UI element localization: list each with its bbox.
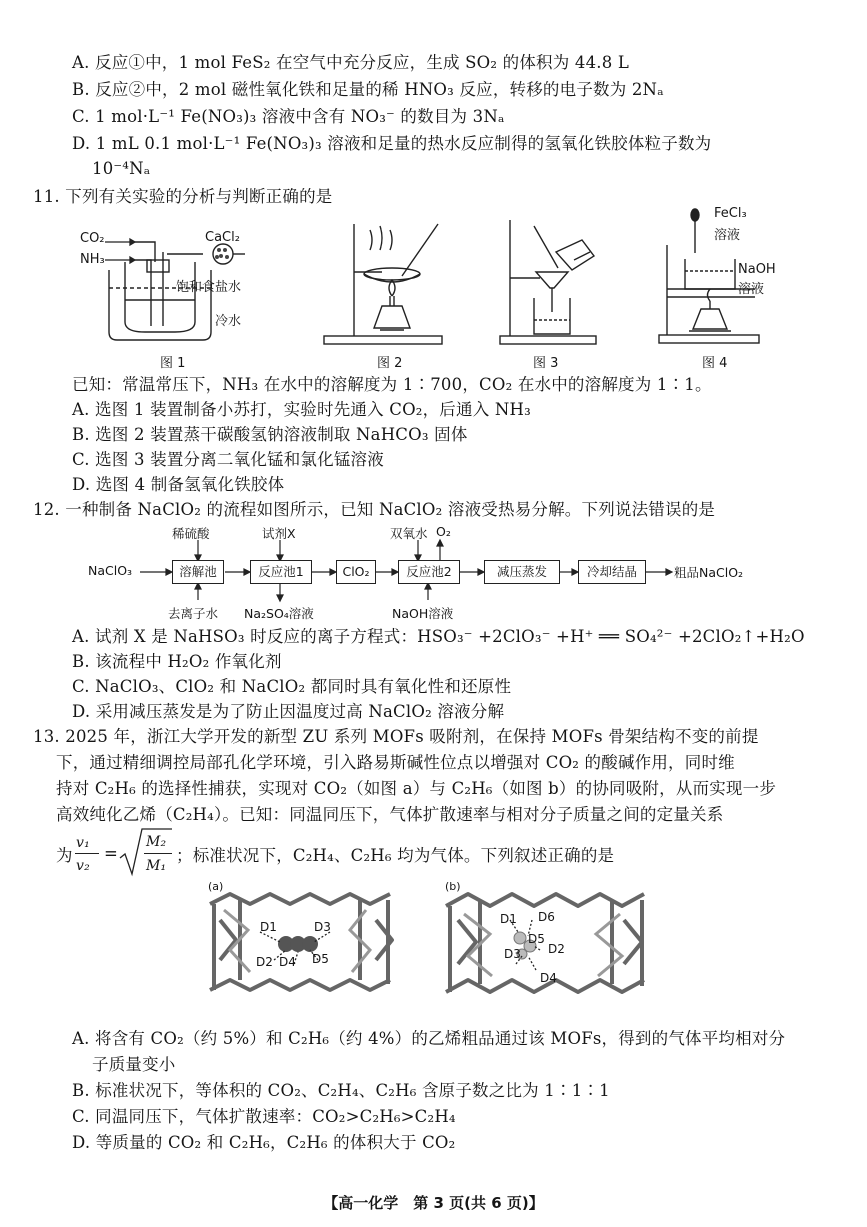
flow-input-naoh: NaOH溶液 bbox=[392, 606, 454, 621]
flow-product: 粗品NaClO₂ bbox=[674, 565, 744, 580]
q13-option-b: B. 标准状况下，等体积的 CO₂、C₂H₄、C₂H₆ 含原子数之比为 1∶1∶1 bbox=[72, 1081, 610, 1100]
q13-formula-m2: M₂ bbox=[146, 834, 167, 850]
flow-box-vacuum-evaporation: 减压蒸发 bbox=[484, 560, 560, 584]
q11-option-b: B. 选图 2 装置蒸干碳酸氢钠溶液制取 NaHCO₃ 固体 bbox=[72, 425, 468, 444]
q12-option-d: D. 采用减压蒸发是为了防止因温度过高 NaClO₂ 溶液分解 bbox=[72, 702, 505, 721]
fig-b-d5: D5 bbox=[528, 932, 545, 946]
fig4-fecl3-label: FeCl₃ bbox=[714, 206, 747, 221]
q13-formula-fraction-bar-v bbox=[75, 853, 99, 854]
figure-3-filtration bbox=[494, 212, 604, 348]
fig-a-d1: D1 bbox=[260, 920, 277, 934]
q11-known: 已知：常温常压下，NH₃ 在水中的溶解度为 1∶700，CO₂ 在水中的溶解度为 1∶1。 bbox=[72, 375, 712, 394]
q12-option-c: C. NaClO₃、ClO₂ 和 NaClO₂ 都同时具有氧化性和还原性 bbox=[72, 677, 512, 696]
q13-formula-v2: v₂ bbox=[76, 858, 90, 874]
flow-output-na2so4: Na₂SO₄溶液 bbox=[244, 606, 314, 621]
fig-a-d5: D5 bbox=[312, 952, 329, 966]
fig1-caption: 图 1 bbox=[160, 356, 186, 371]
q13-option-a: A. 将含有 CO₂（约 5%）和 C₂H₆（约 4%）的乙烯粗品通过该 MOFs，得到的气体平均相对分 bbox=[72, 1029, 786, 1048]
fig-b-d2: D2 bbox=[548, 942, 565, 956]
flow-input-reagent-x: 试剂X bbox=[262, 526, 296, 541]
q13-formula-fraction-bar-m bbox=[144, 853, 172, 854]
fig-b-label: (b) bbox=[445, 880, 461, 893]
q12-stem: 12. 一种制备 NaClO₂ 的流程如图所示，已知 NaClO₂ 溶液受热易分解。下列说法错误的是 bbox=[33, 500, 716, 519]
fig-b-d1: D1 bbox=[500, 912, 517, 926]
q13-option-d: D. 等质量的 CO₂ 和 C₂H₆，C₂H₆ 的体积大于 CO₂ bbox=[72, 1133, 456, 1152]
fig2-caption: 图 2 bbox=[377, 356, 403, 371]
fig-a-d2: D2 bbox=[256, 955, 273, 969]
q13-stem-line-3: 持对 C₂H₆ 的选择性捕获，实现对 CO₂（如图 a）与 C₂H₆（如图 b）的协同吸附，从而实现一步 bbox=[56, 779, 777, 798]
flow-start-naclo3: NaClO₃ bbox=[88, 563, 133, 578]
q12-option-a: A. 试剂 X 是 NaHSO₃ 时反应的离子方程式：HSO₃⁻ +2ClO₃⁻ +H⁺ ══ SO₄²⁻ +2ClO₂↑+H₂O bbox=[72, 627, 805, 646]
flow-box-cooling-crystallization: 冷却结晶 bbox=[578, 560, 646, 584]
fig-b-d4: D4 bbox=[540, 971, 557, 985]
fig1-brine-label: 饱和食盐水 bbox=[176, 280, 242, 295]
q11-option-a: A. 选图 1 装置制备小苏打，实验时先通入 CO₂，后通入 NH₃ bbox=[72, 400, 531, 419]
mof-figure-a bbox=[200, 880, 410, 1010]
fig-a-d3: D3 bbox=[314, 920, 331, 934]
q13-formula-v1: v₁ bbox=[76, 835, 90, 851]
fig4-caption: 图 4 bbox=[702, 356, 728, 371]
q13-stem-line-4: 高效纯化乙烯（C₂H₄）。已知：同温同压下，气体扩散速率与相对分子质量之间的定量关系 bbox=[56, 805, 724, 824]
q13-stem-line-1: 13. 2025 年，浙江大学开发的新型 ZU 系列 MOFs 吸附剂，在保持 MOFs 骨架结构不变的前提 bbox=[33, 727, 759, 746]
q11-option-d: D. 选图 4 制备氢氧化铁胶体 bbox=[72, 475, 285, 494]
q13-formula-m1: M₁ bbox=[146, 858, 167, 874]
flow-input-deionized-water: 去离子水 bbox=[168, 606, 219, 621]
q13-stem-line-5: ；标准状况下，C₂H₄、C₂H₆ 均为气体。下列叙述正确的是 bbox=[176, 846, 615, 865]
mof-figure-b bbox=[436, 880, 656, 1012]
flow-output-o2: O₂ bbox=[436, 524, 451, 539]
flow-input-dilute-h2so4: 稀硫酸 bbox=[172, 526, 210, 541]
q10-option-d-cont: 10⁻⁴Nₐ bbox=[92, 159, 151, 178]
fig4-naoh-label: NaOH bbox=[738, 262, 776, 277]
q10-option-b: B. 反应②中，2 mol 磁性氧化铁和足量的稀 HNO₃ 反应，转移的电子数为 2Nₐ bbox=[72, 80, 664, 99]
q13-formula-equals: = bbox=[104, 844, 119, 863]
fig1-co2-label: CO₂ bbox=[80, 231, 105, 246]
q10-option-c: C. 1 mol·L⁻¹ Fe(NO₃)₃ 溶液中含有 NO₃⁻ 的数目为 3Nₐ bbox=[72, 107, 505, 126]
flow-box-reactor-1: 反应池1 bbox=[250, 560, 312, 584]
q12-option-b: B. 该流程中 H₂O₂ 作氧化剂 bbox=[72, 652, 282, 671]
page-footer: 【高一化学 第 3 页(共 6 页)】 bbox=[323, 1194, 544, 1212]
flow-box-clo2: ClO₂ bbox=[336, 560, 376, 584]
fig1-cacl2-label: CaCl₂ bbox=[205, 230, 240, 245]
q11-stem: 11. 下列有关实验的分析与判断正确的是 bbox=[33, 187, 333, 206]
flow-box-reactor-2: 反应池2 bbox=[398, 560, 460, 584]
q13-option-c: C. 同温同压下，气体扩散速率：CO₂>C₂H₆>C₂H₄ bbox=[72, 1107, 456, 1126]
flow-box-dissolve: 溶解池 bbox=[172, 560, 224, 584]
fig4-solution-label-2: 溶液 bbox=[738, 282, 765, 297]
fig1-coldwater-label: 冷水 bbox=[215, 314, 242, 329]
q10-option-a: A. 反应①中，1 mol FeS₂ 在空气中充分反应，生成 SO₂ 的体积为 44.8 L bbox=[72, 53, 630, 72]
q13-stem-line-2: 下，通过精细调控局部孔化学环境，引入路易斯碱性位点以增强对 CO₂ 的酸碱作用，同时维 bbox=[56, 753, 735, 772]
fig4-solution-label-1: 溶液 bbox=[714, 228, 741, 243]
fig3-caption: 图 3 bbox=[533, 356, 559, 371]
fig1-nh3-label: NH₃ bbox=[80, 252, 105, 267]
fig-b-d3: D3 bbox=[504, 947, 521, 961]
fig-b-d6: D6 bbox=[538, 910, 555, 924]
q11-option-c: C. 选图 3 装置分离二氧化锰和氯化锰溶液 bbox=[72, 450, 384, 469]
fig-a-d4: D4 bbox=[279, 955, 296, 969]
q13-option-a-cont: 子质量变小 bbox=[92, 1055, 176, 1074]
fig-a-label: (a) bbox=[208, 880, 224, 893]
figure-2-evaporation bbox=[318, 210, 448, 348]
flow-input-h2o2: 双氧水 bbox=[390, 526, 428, 541]
q13-formula-prefix: 为 bbox=[56, 846, 73, 865]
q10-option-d: D. 1 mL 0.1 mol·L⁻¹ Fe(NO₃)₃ 溶液和足量的热水反应制得的氢氧化铁胶体粒子数为 bbox=[72, 134, 712, 153]
